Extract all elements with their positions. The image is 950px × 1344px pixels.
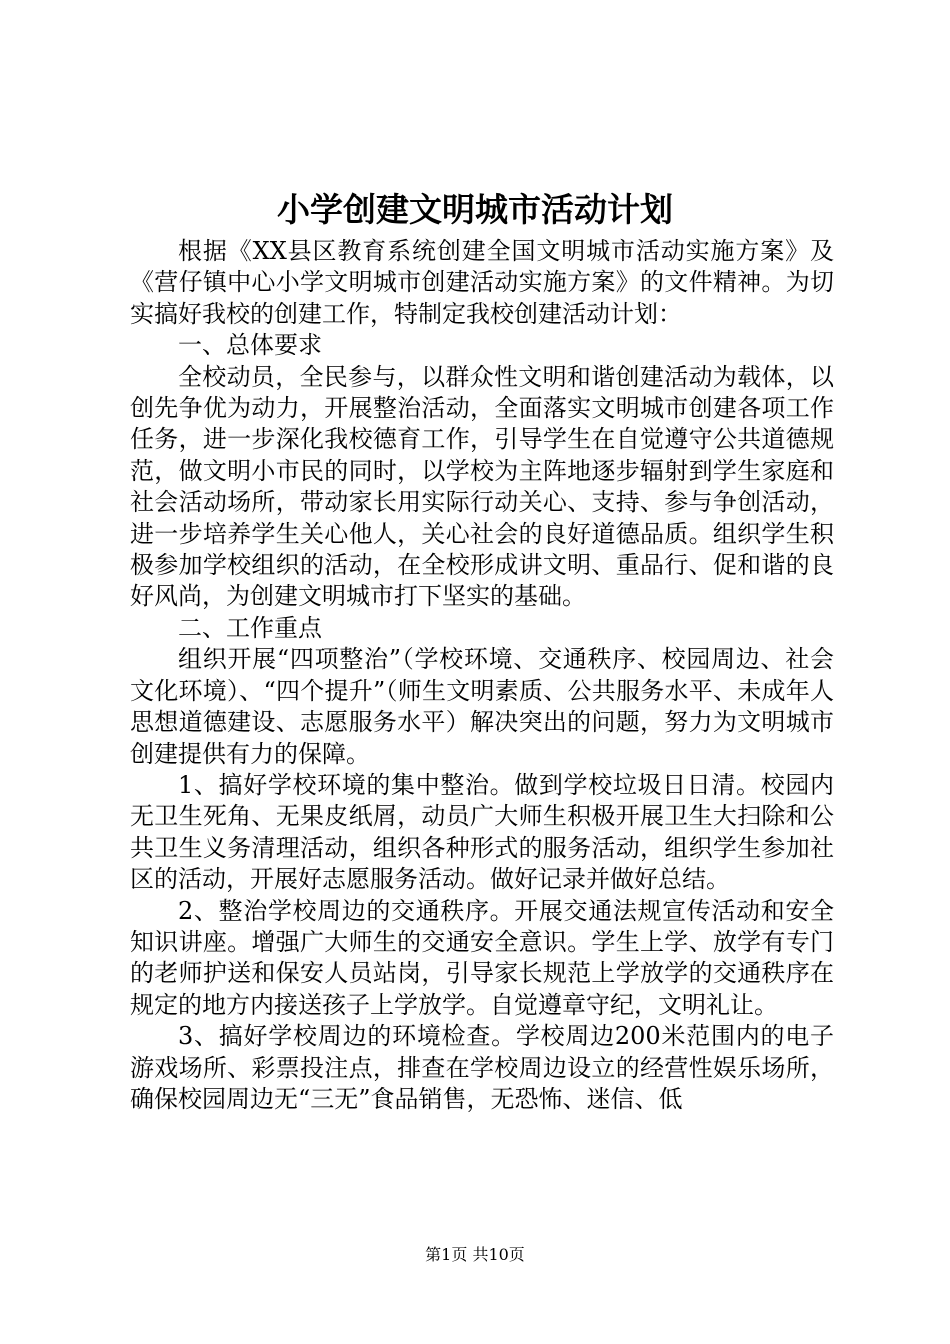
document-title: 小学创建文明城市活动计划 [277,190,673,229]
page-number-footer: 第1页 共10页 [425,1245,525,1264]
document-body [130,236,834,1115]
paragraph-intro: 根据《XX县区教育系统创建全国文明城市活动实施方案》及《营仔镇中心小学文明城市创建活动实施方案》的文件精神。为切实搞好我校的创建工作，特制定我校创建活动计划： [130,237,834,328]
heading-work-focus: 二、工作重点 [178,613,322,642]
paragraph-item-2: 2、整治学校周边的交通秩序。开展交通法规宣传活动和安全知识讲座。增强广大师生的交通安全意识。学生上学、放学有专门的老师护送和保安人员站岗，引导家长规范上学放学的交通秩序在规定的地方内接送孩子上学放学。自觉遵章守纪，文明礼让。 [130,896,834,1019]
paragraph-work-focus: 组织开展“四项整治”（学校环境、交通秩序、校园周边、社会文化环境）、“四个提升”（师生文明素质、公共服务水平、未成年人思想道德建设、志愿服务水平）解决突出的问题，努力为文明城市创建提供有力的保障。 [130,645,834,768]
paragraph-item-1: 1、搞好学校环境的集中整治。做到学校垃圾日日清。校园内无卫生死角、无果皮纸屑，动员广大师生积极开展卫生大扫除和公共卫生义务清理活动，组织各种形式的服务活动，组织学生参加社区的活动，开展好志愿服务活动。做好记录并做好总结。 [130,770,834,894]
heading-general-requirements: 一、总体要求 [178,331,322,360]
paragraph-general-requirements: 全校动员，全民参与，以群众性文明和谐创建活动为载体，以创先争优为动力，开展整治活动，全面落实文明城市创建各项工作任务，进一步深化我校德育工作，引导学生在自觉遵守公共道德规范，做文明小市民的同时，以学校为主阵地逐步辐射到学生家庭和社会活动场所，带动家长用实际行动关心、支持、参与争创活动，进一步培养学生关心他人，关心社会的良好道德品质。组织学生积极参加学校组织的活动，在全校形成讲文明、重品行、促和谐的良好风尚，为创建文明城市打下坚实的基础。 [130,362,834,611]
paragraph-item-3: 3、搞好学校周边的环境检查。学校周边200米范围内的电子游戏场所、彩票投注点，排查在学校周边设立的经营性娱乐场所，确保校园周边无“三无”食品销售，无恐怖、迷信、低 [130,1022,834,1113]
